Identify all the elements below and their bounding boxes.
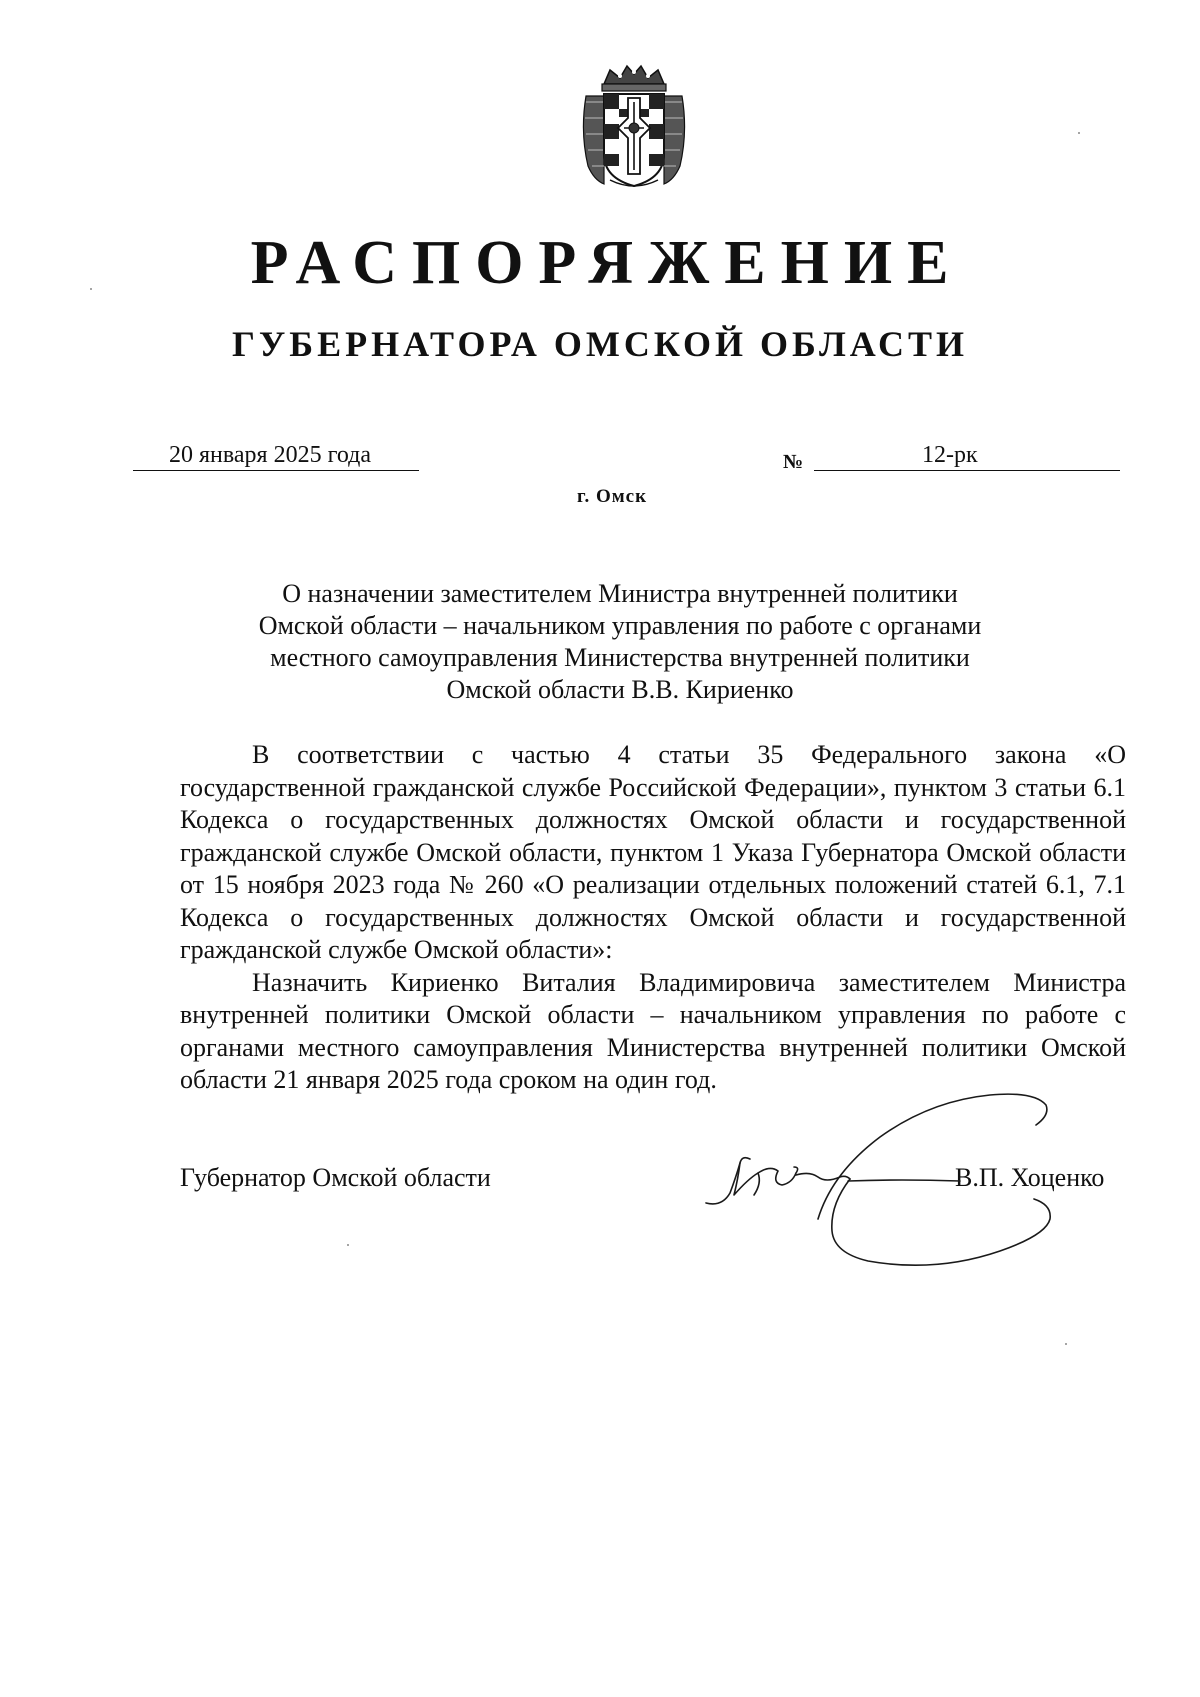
scan-speck (1065, 1343, 1067, 1345)
body-paragraph-appointment: Назначить Кириенко Виталия Владимировича заместителем Министра внутренней политики Омской области – начальником управления по работе с органами местного самоуправления Министерства внутренней политики Омской области 21 января 2025 года сроком на один год. (180, 967, 1126, 1094)
signer-name: В.П. Хоценко (955, 1163, 1105, 1192)
scan-speck (347, 1244, 349, 1246)
subject-line: местного самоуправления Министерства внутренней политики (270, 643, 970, 672)
scan-speck (1078, 132, 1080, 134)
signer-position: Губернатор Омской области (180, 1163, 491, 1192)
scan-speck (90, 288, 92, 290)
issuing-authority-subtitle: ГУБЕРНАТОРА ОМСКОЙ ОБЛАСТИ (231, 324, 969, 364)
body-paragraph-legal-basis: В соответствии с частью 4 статьи 35 Федерального закона «О государственной гражданской службе Российской Федерации», пунктом 3 статьи 6.1 Кодекса о государственных должностях Омской области и государственной гражданской службе Омской области, пунктом 1 Указа Губернатора Омской области от 15 ноября 2023 года № 260 «О реализации отдельных положений статей 6.1, 7.1 Кодекса о государственных должностях Омской области и государственной гражданской службе Омской области»: (180, 740, 1126, 964)
document-body (180, 739, 1126, 1097)
document-type-title: РАСПОРЯЖЕНИЕ (250, 229, 964, 297)
number-sign: № (783, 451, 804, 473)
document-date: 20 января 2025 года (133, 440, 419, 471)
subject-line: Омской области – начальником управления по работе с органами (258, 611, 982, 640)
subject-line: Омской области В.В. Кириенко (446, 675, 794, 704)
document-subject (150, 578, 1090, 706)
document-number: 12-рк (814, 440, 1120, 471)
issue-city: г. Омск (576, 486, 648, 507)
omsk-oblast-coat-of-arms-icon (574, 62, 694, 190)
subject-line: О назначении заместителем Министра внутренней политики (282, 579, 958, 608)
